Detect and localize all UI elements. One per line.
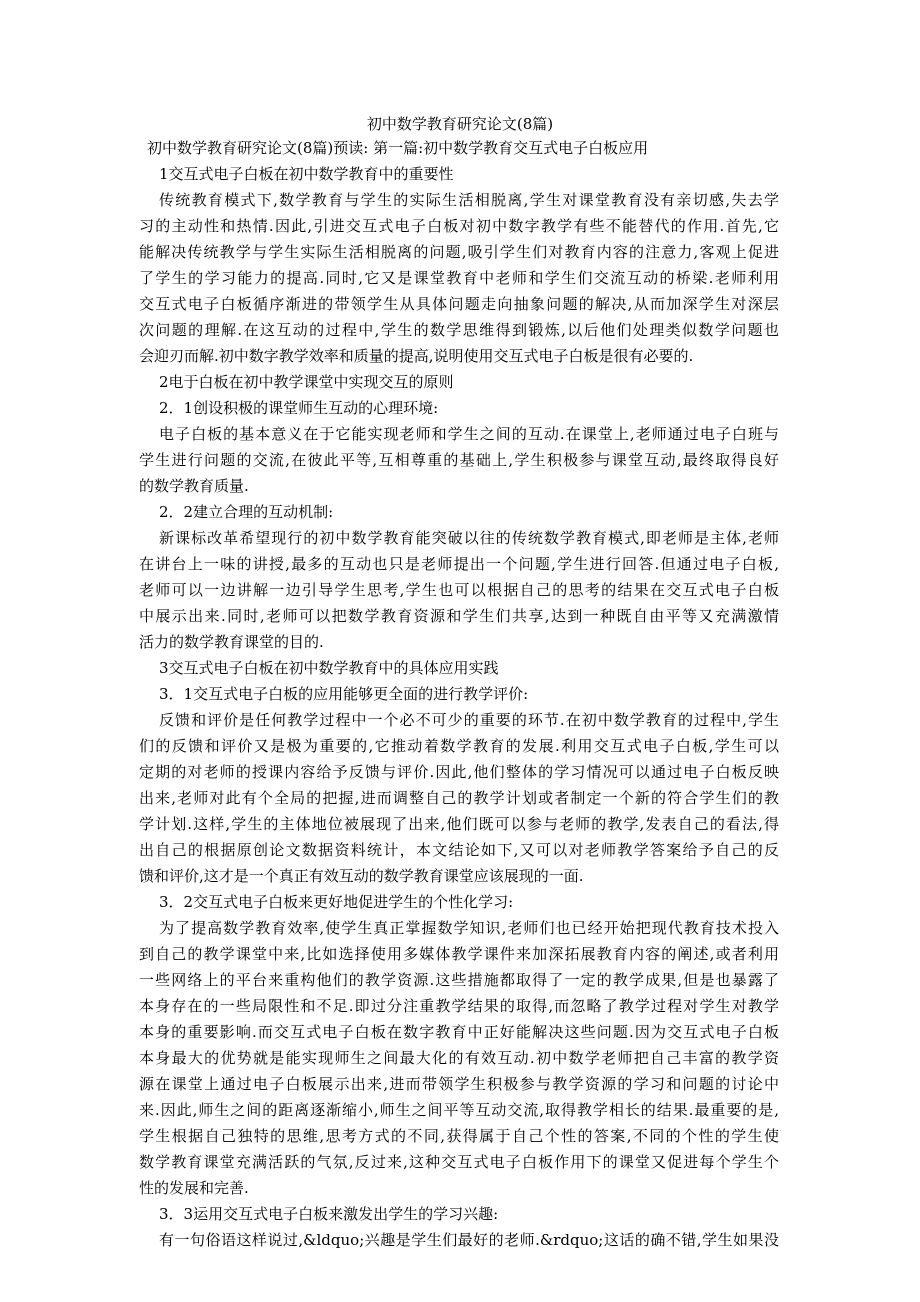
paragraph-line: 2电于白板在初中教学课堂中实现交互的原则: [159, 373, 454, 391]
paragraph-line: 定期的对老师的授课内容给予反馈与评价.因此,他们整体的学习情况可以通过电子白板反映: [139, 763, 779, 781]
paragraph-line: 来.因此,师生之间的距离逐渐缩小,师生之间平等互动交流,取得教学相长的结果.最重要的是,: [139, 1101, 779, 1119]
document-body: [139, 135, 779, 1253]
paragraph-line: 到自己的教学课堂中来,比如选择使用多媒体教学课件来加深拓展教育内容的阐述,或者利用: [139, 945, 779, 963]
paragraph-line: 1交互式电子白板在初中数学教育中的重要性: [159, 165, 454, 183]
paragraph-line: 能解决传统教学与学生实际生活相脱离的问题,吸引学生们对教育内容的注意力,客观上促进: [139, 243, 779, 261]
paragraph-line: 出自己的根据原创论文数据资料统计，本文结论如下,又可以对老师教学答案给予自己的反: [139, 841, 779, 859]
paragraph-line: 3．3运用交互式电子白板来激发出学生的学习兴趣:: [159, 1205, 499, 1223]
paragraph-line: 学生根据自己独特的思维,思考方式的不同,获得属于自己个性的答案,不同的个性的学生使: [139, 1127, 779, 1145]
paragraph-line: 初中数学教育研究论文(8篇)预读: 第一篇:初中数学教育交互式电子白板应用: [147, 139, 649, 157]
paragraph-line: 在讲台上一味的讲授,最多的互动也只是老师提出一个问题,学生进行回答.但通过电子白板,: [139, 555, 779, 573]
paragraph-line: 交互式电子白板循序渐进的带领学生从具体问题走向抽象问题的解决,从而加深学生对深层: [139, 295, 779, 313]
paragraph-line: 活力的数学教育课堂的目的.: [139, 633, 324, 651]
paragraph-line: 为了提高数学教育效率,使学生真正掌握数学知识,老师们也已经开始把现代教育技术投入: [159, 919, 779, 937]
paragraph-line: 习的主动性和热情.因此,引进交互式电子白板对初中数字教学有些不能替代的作用.首先,它: [139, 217, 779, 235]
document-title: 初中数学教育研究论文(8篇): [366, 115, 554, 133]
paragraph-line: 新课标改革希望现行的初中数学教育能突破以往的传统数学教育模式,即老师是主体,老师: [159, 529, 779, 547]
paragraph-line: 一些网络上的平台来重构他们的教学资源.这些措施都取得了一定的教学成果,但是也暴露了: [139, 971, 779, 989]
paragraph-line: 们的反馈和评价又是极为重要的,它推动着数学教育的发展.利用交互式电子白板,学生可以: [139, 737, 779, 755]
paragraph-line: 的数学教育质量.: [139, 477, 249, 495]
paragraph-line: 学计划.这样,学生的主体地位被展现了出来,他们既可以参与老师的教学,发表自己的看法,得: [139, 815, 779, 833]
paragraph-line: 反馈和评价是任何教学过程中一个必不可少的重要的环节.在初中数学教育的过程中,学生: [159, 711, 779, 729]
paragraph-line: 2．2建立合理的互动机制:: [159, 503, 334, 521]
paragraph-line: 本身最大的优势就是能实现师生之间最大化的有效互动.初中数学老师把自己丰富的教学资: [139, 1049, 779, 1067]
paragraph-line: 电子白板的基本意义在于它能实现老师和学生之间的互动.在课堂上,老师通过电子白班与: [159, 425, 779, 443]
paragraph-line: 会迎刃而解.初中数字教学效率和质量的提高,说明使用交互式电子白板是很有必要的.: [139, 347, 694, 365]
paragraph-line: 3．2交互式电子白板来更好地促进学生的个性化学习:: [159, 893, 514, 911]
paragraph-line: 3．1交互式电子白板的应用能够更全面的进行教学评价:: [159, 685, 529, 703]
paragraph-line: 源在课堂上通过电子白板展示出来,进而带领学生积极参与教学资源的学习和问题的讨论中: [139, 1075, 779, 1093]
paragraph-line: 中展示出来.同时,老师可以把数学教育资源和学生们共享,达到一种既自由平等又充满激情: [139, 607, 779, 625]
paragraph-line: 馈和评价,这才是一个真正有效互动的数学教育课堂应该展现的一面.: [139, 867, 584, 885]
paragraph-line: 本身存在的一些局限性和不足.即过分注重教学结果的取得,而忽略了教学过程对学生对教学: [139, 997, 779, 1015]
paragraph-line: 有一句俗语这样说过,&ldquo;兴趣是学生们最好的老师.&rdquo;这话的确不错,学生如果没: [159, 1231, 779, 1249]
paragraph-line: 传统教育模式下,数学教育与学生的实际生活相脱离,学生对课堂教育没有亲切感,失去学: [159, 191, 779, 209]
paragraph-line: 学生进行问题的交流,在彼此平等,互相尊重的基础上,学生积极参与课堂互动,最终取得良好: [139, 451, 779, 469]
paragraph-line: 了学生的学习能力的提高.同时,它又是课堂教育中老师和学生们交流互动的桥梁.老师利用: [139, 269, 779, 287]
paragraph-line: 次问题的理解.在这互动的过程中,学生的数学思维得到锻炼,以后他们处理类似数学问题也: [139, 321, 779, 339]
paragraph-line: 2．1创设积极的课堂师生互动的心理环境:: [159, 399, 439, 417]
paragraph-line: 3交互式电子白板在初中数学教育中的具体应用实践: [159, 659, 499, 677]
paragraph-line: 老师可以一边讲解一边引导学生思考,学生也可以根据自己的思考的结果在交互式电子白板: [139, 581, 779, 599]
paragraph-line: 数学教育课堂充满活跃的气氛,反过来,这种交互式电子白板作用下的课堂又促进每个学生个: [139, 1153, 779, 1171]
paragraph-line: 本身的重要影响.而交互式电子白板在数字教育中正好能解决这些问题.因为交互式电子白板: [139, 1023, 779, 1041]
paragraph-line: 出来,老师对此有个全局的把握,进而调整自己的教学计划或者制定一个新的符合学生们的教: [139, 789, 779, 807]
paragraph-line: 性的发展和完善.: [139, 1179, 249, 1197]
